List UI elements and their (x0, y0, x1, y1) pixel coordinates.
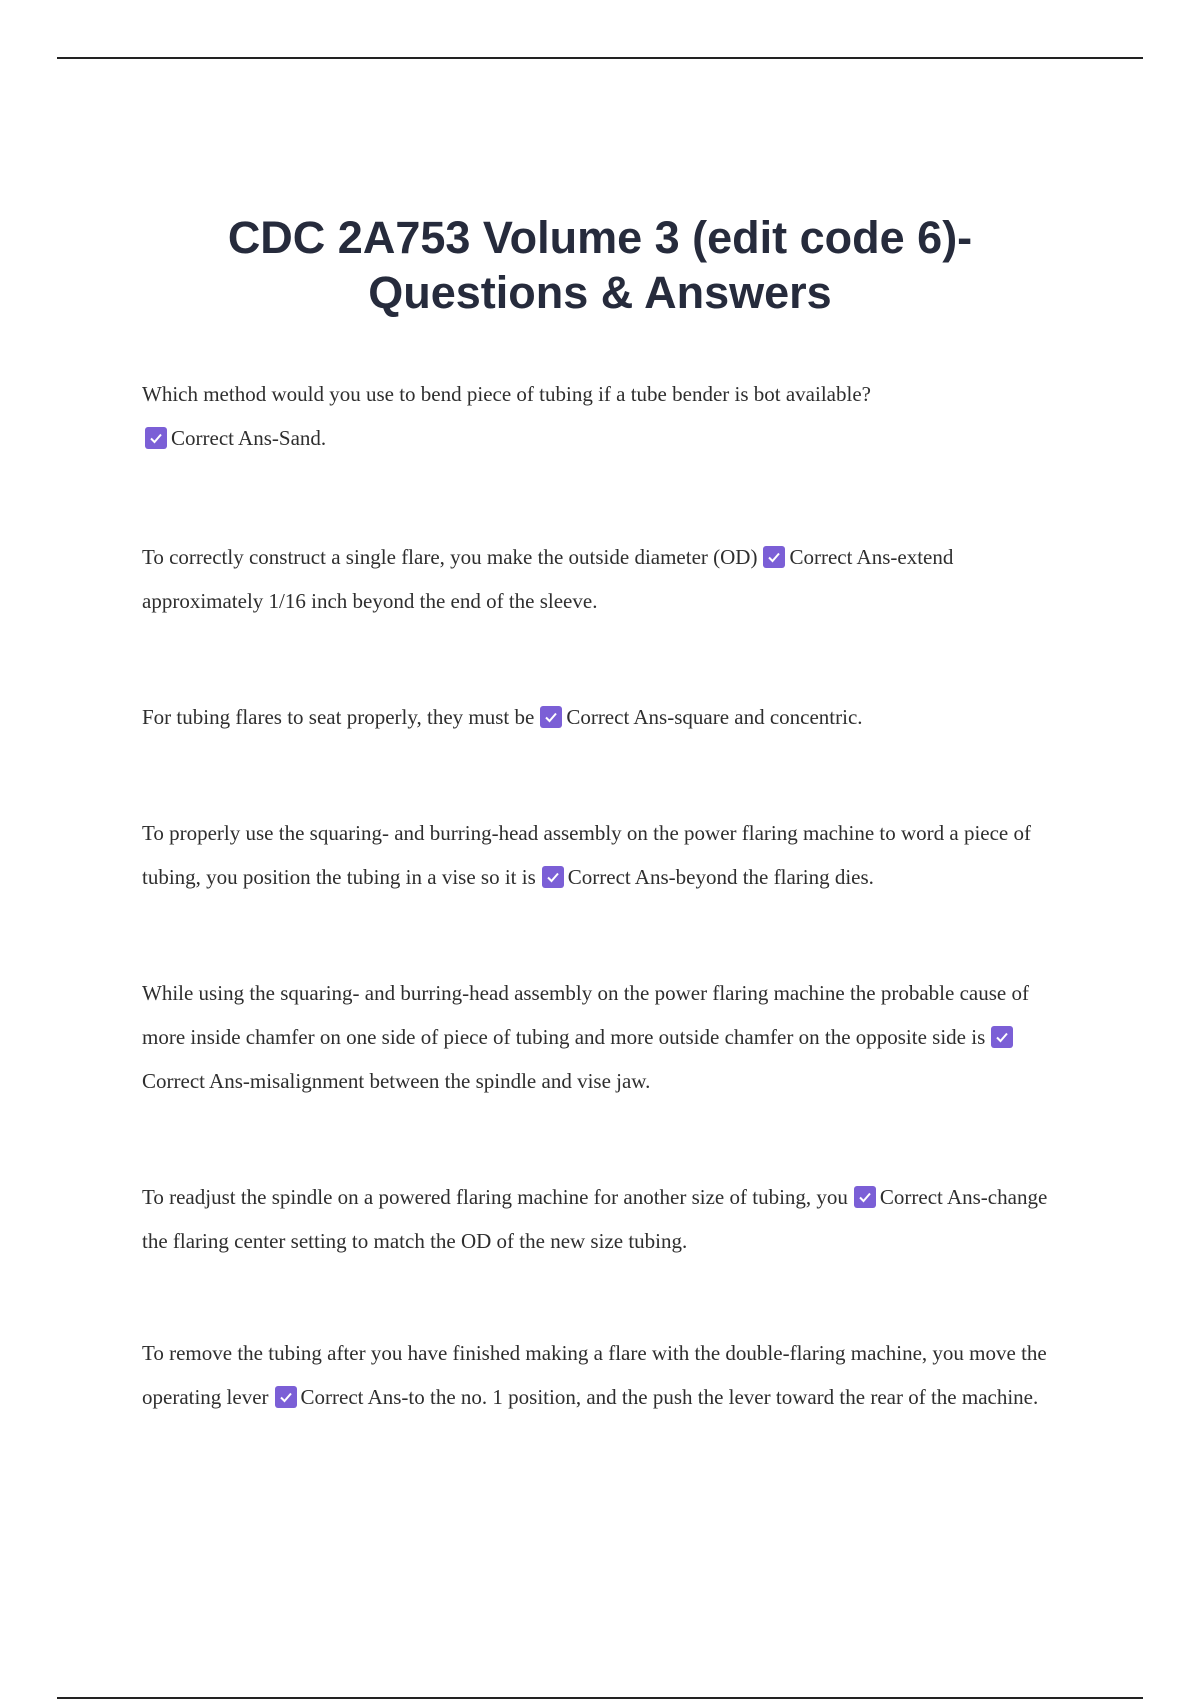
answer-text: Correct Ans-beyond the flaring dies. (567, 865, 874, 889)
qa-item-5 (142, 971, 1072, 1103)
bottom-rule (57, 1697, 1143, 1699)
qa-item-2 (142, 535, 1072, 623)
qa-item-1 (142, 372, 1072, 460)
question-text: To remove the tubing after you have finished making a flare with the double-flaring machine, you move the operating lever (142, 1341, 1047, 1409)
checkbox-checked-icon (854, 1186, 876, 1208)
qa-item-6 (142, 1175, 1072, 1263)
answer-text: Correct Ans-change the flaring center setting to match the OD of the new size tubing. (142, 1185, 1048, 1253)
title-line-2: Questions & Answers (368, 267, 832, 318)
question-text: While using the squaring- and burring-head assembly on the power flaring machine the probable cause of more inside chamfer on one side of piece of tubing and more outside chamfer on the opposite side is (142, 981, 1029, 1049)
checkbox-checked-icon (542, 866, 564, 888)
top-rule (57, 57, 1143, 59)
checkbox-checked-icon (540, 706, 562, 728)
qa-item-3 (142, 695, 1072, 739)
answer-text: Correct Ans-extend approximately 1/16 inch beyond the end of the sleeve. (142, 545, 954, 613)
qa-item-4 (142, 811, 1072, 899)
page-title (100, 210, 1100, 320)
question-text: To readjust the spindle on a powered flaring machine for another size of tubing, you (142, 1185, 848, 1209)
title-line-1: CDC 2A753 Volume 3 (edit code 6)- (227, 212, 973, 263)
question-text: To properly use the squaring- and burring-head assembly on the power flaring machine to word a piece of tubing, you position the tubing in a vise so it is (142, 821, 1031, 889)
checkbox-checked-icon (763, 546, 785, 568)
qa-item-7 (142, 1331, 1072, 1419)
checkbox-checked-icon (145, 427, 167, 449)
checkbox-checked-icon (991, 1026, 1013, 1048)
checkbox-checked-icon (275, 1386, 297, 1408)
answer-text: Correct Ans-Sand. (171, 426, 327, 450)
answer-text: Correct Ans-to the no. 1 position, and the push the lever toward the rear of the machine. (300, 1385, 1039, 1409)
question-text: To correctly construct a single flare, you make the outside diameter (OD) (142, 545, 758, 569)
question-text: For tubing flares to seat properly, they must be (142, 705, 535, 729)
answer-text: Correct Ans-square and concentric. (566, 705, 863, 729)
question-text: Which method would you use to bend piece of tubing if a tube bender is bot available? (142, 382, 871, 406)
answer-text: Correct Ans-misalignment between the spindle and vise jaw. (142, 1069, 651, 1093)
